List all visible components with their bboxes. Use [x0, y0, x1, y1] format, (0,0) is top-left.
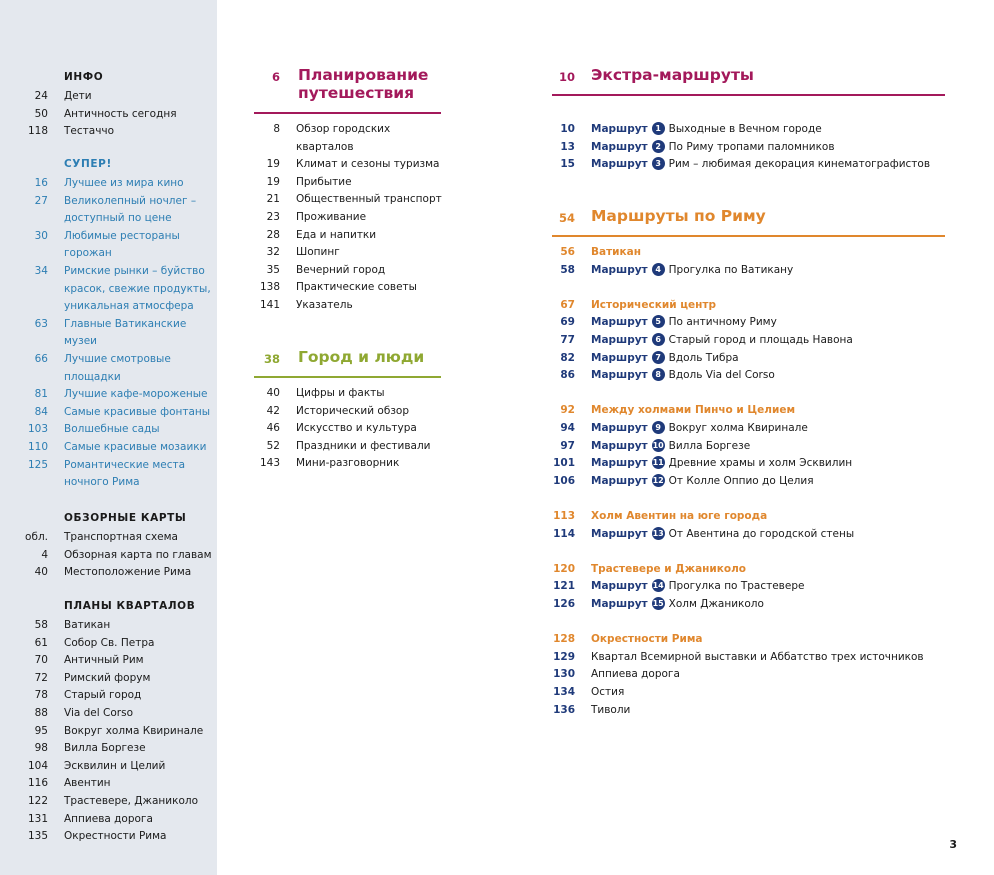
entry-page-number: 34 [34, 265, 48, 277]
sidebar-entry[interactable] [0, 421, 160, 439]
toc-entry[interactable] [238, 297, 353, 315]
entry-page-number: 77 [560, 334, 575, 346]
sidebar-entry[interactable] [0, 670, 150, 688]
entry-page-number: 69 [560, 316, 575, 329]
entry-title: Вокруг холма Квиринале [64, 724, 204, 737]
route-number-badge: 6 [652, 333, 665, 346]
route-entry[interactable] [548, 455, 852, 473]
toc-entry[interactable] [238, 227, 376, 245]
entry-page-number: 131 [27, 812, 48, 825]
entry-title: Проживание [296, 211, 367, 223]
route-number-badge: 5 [652, 315, 665, 328]
entry-title: красок, свежие продукты, [64, 282, 211, 295]
route-label: Маршрут [591, 351, 648, 364]
route-label: Маршрут [591, 422, 648, 434]
entry-title: Исторический обзор [296, 404, 409, 417]
sidebar-entry[interactable] [0, 263, 205, 281]
sidebar-entry[interactable] [0, 333, 97, 351]
route-number-badge: 15 [652, 599, 664, 608]
route-entry[interactable] [548, 332, 853, 350]
sidebar-entry[interactable] [0, 617, 110, 635]
sidebar-entry[interactable] [0, 635, 154, 653]
sidebar-heading: СУПЕР! [64, 158, 112, 170]
entry-title: Вечерний город [296, 263, 386, 276]
entry-title: ночного Рима [64, 476, 140, 489]
entry-title: Мини-разговорник [296, 457, 400, 470]
sidebar-entry[interactable] [0, 705, 133, 723]
entry-page-number: 136 [553, 703, 575, 716]
route-entry[interactable] [548, 666, 680, 684]
toc-entry[interactable] [238, 244, 340, 262]
entry-title: Прибытие [296, 175, 352, 188]
entry-page-number: 32 [266, 246, 280, 259]
section-title-line: Город и люди [298, 348, 425, 366]
section-page-number: 6 [271, 70, 280, 84]
group-page-number: 113 [553, 510, 575, 522]
entry-page-number: 66 [34, 353, 48, 365]
entry-title: уникальная атмосфера [64, 300, 194, 313]
group-page-number: 120 [553, 562, 575, 575]
route-number-badge: 13 [652, 528, 664, 538]
section-city-title [238, 348, 424, 366]
sidebar-entry[interactable] [0, 740, 146, 758]
sidebar-entry[interactable] [0, 123, 114, 141]
route-number-badge: 2 [652, 140, 665, 153]
entry-page-number: 134 [553, 686, 575, 698]
entry-title: Самые красивые мозаики [64, 441, 207, 453]
route-group-row [548, 561, 746, 579]
route-label: Маршрут [591, 527, 648, 540]
section-title-text [591, 207, 766, 225]
entry-title: По Риму тропами паломников [668, 140, 835, 153]
section-page-number: 54 [558, 211, 575, 225]
entry-title: Транспортная схема [64, 531, 178, 543]
route-entry[interactable] [548, 702, 630, 720]
toc-entry[interactable] [238, 403, 409, 421]
page-number: 3 [949, 838, 957, 851]
entry-title: Вилла Боргезе [64, 742, 146, 755]
sidebar-entry[interactable] [0, 529, 178, 547]
toc-entry[interactable] [238, 438, 431, 456]
sidebar-entry[interactable] [0, 245, 112, 263]
entry-page-number: 116 [27, 777, 48, 790]
sidebar-heading: ПЛАНЫ КВАРТАЛОВ [64, 600, 196, 612]
route-label: Маршрут [591, 316, 648, 329]
sidebar-entry[interactable] [0, 811, 153, 829]
entry-page-number: 138 [259, 281, 280, 294]
entry-page-number: 40 [34, 566, 48, 579]
sidebar-entry[interactable] [0, 281, 211, 299]
entry-title: Авентин [64, 777, 111, 790]
entry-title: Via del Corso [64, 707, 133, 719]
entry-title: Прогулка по Ватикану [668, 263, 794, 276]
toc-entry[interactable] [238, 262, 385, 280]
entry-title: Прогулка по Трастевере [668, 580, 805, 593]
sidebar-entry[interactable] [0, 687, 141, 705]
entry-title: Вилла Боргезе [668, 439, 751, 452]
route-group-row [548, 508, 767, 526]
sidebar-entry[interactable] [0, 758, 165, 776]
sidebar-entry[interactable] [0, 723, 203, 741]
entry-page-number: 13 [560, 140, 575, 153]
route-label: Маршрут [591, 580, 648, 593]
entry-page-number: 63 [34, 317, 48, 330]
entry-page-number: 121 [553, 580, 575, 593]
route-label: Маршрут [591, 158, 648, 171]
entry-page-number: 15 [560, 158, 575, 171]
sidebar-heading: ОБЗОРНЫЕ КАРТЫ [64, 512, 187, 524]
entry-title: Тиволи [591, 703, 631, 716]
entry-page-number: 24 [34, 90, 48, 102]
entry-page-number: 10 [560, 123, 575, 135]
entry-title: Волшебные сады [64, 423, 160, 436]
group-page-number: 67 [560, 298, 575, 311]
entry-title: Окрестности Рима [64, 830, 167, 843]
entry-title: Любимые рестораны [64, 229, 180, 242]
entry-page-number: 23 [266, 211, 280, 223]
entry-title: Дети [64, 90, 92, 102]
group-page-number: 92 [560, 404, 575, 417]
entry-title: Лучшее из мира кино [64, 177, 184, 189]
route-number-badge: 4 [652, 263, 665, 276]
entry-title: Аппиева дорога [591, 668, 680, 681]
entry-page-number: 114 [553, 527, 575, 540]
entry-title: Праздники и фестивали [296, 439, 431, 452]
entry-page-number: обл. [25, 531, 48, 543]
entry-page-number: 103 [27, 423, 48, 436]
route-entry[interactable] [548, 526, 854, 544]
entry-page-number: 58 [560, 263, 575, 276]
section-divider [254, 376, 441, 378]
entry-page-number: 94 [560, 422, 575, 434]
entry-title: Выходные в Вечном городе [668, 123, 822, 135]
entry-title: Климат и сезоны туризма [296, 158, 440, 171]
route-number-badge: 8 [652, 368, 665, 381]
entry-title: Тестаччо [64, 125, 115, 138]
route-number-badge: 11 [652, 458, 664, 468]
sidebar-entry[interactable] [0, 228, 180, 246]
route-group-row [548, 402, 795, 420]
entry-title: Местоположение Рима [64, 566, 192, 579]
entry-title: Общественный транспорт [296, 193, 442, 206]
toc-entry[interactable] [238, 209, 366, 227]
entry-title: Эсквилин и Целий [64, 759, 166, 772]
toc-entry[interactable] [238, 139, 354, 157]
route-label: Маршрут [591, 123, 648, 135]
toc-entry[interactable] [238, 156, 439, 174]
entry-title: площадки [64, 370, 121, 383]
group-title: Между холмами Пинчо и Целием [591, 404, 796, 417]
route-label: Маршрут [591, 369, 648, 382]
entry-title: Вокруг холма Квиринале [668, 422, 808, 434]
entry-title: Лучшие смотровые [64, 353, 171, 365]
entry-title: Ватикан [64, 619, 111, 631]
entry-page-number: 82 [560, 351, 575, 364]
sidebar-entry[interactable] [0, 564, 191, 582]
route-entry[interactable] [548, 438, 750, 456]
group-page-number: 56 [560, 246, 575, 258]
entry-page-number: 42 [266, 404, 280, 417]
route-number-badge: 10 [652, 440, 664, 450]
section-title-text [591, 66, 754, 84]
entry-page-number: 58 [34, 619, 48, 631]
route-entry[interactable] [548, 350, 739, 368]
route-entry[interactable] [548, 156, 930, 174]
toc-entry[interactable] [238, 191, 442, 209]
route-entry[interactable] [548, 684, 624, 702]
entry-page-number: 72 [34, 671, 48, 684]
group-title: Ватикан [591, 246, 641, 258]
sidebar-heading: ИНФО [64, 71, 104, 83]
entry-page-number: 21 [266, 193, 280, 206]
toc-entry[interactable] [238, 121, 390, 139]
route-entry[interactable] [548, 596, 764, 614]
route-entry[interactable] [548, 649, 924, 667]
route-entry[interactable] [548, 367, 775, 385]
entry-page-number: 88 [34, 707, 48, 719]
section-divider [254, 112, 441, 114]
section-title-line: Экстра-маршруты [591, 66, 754, 84]
entry-title: кварталов [296, 140, 354, 153]
sidebar-entry[interactable] [0, 547, 212, 565]
entry-page-number: 28 [266, 228, 280, 241]
entry-title: Вдоль Тибра [668, 351, 739, 364]
entry-title: Лучшие кафе-мороженые [64, 388, 208, 401]
sidebar-entry[interactable] [0, 457, 185, 475]
toc-entry[interactable] [238, 385, 385, 403]
route-group-row [548, 244, 641, 262]
section-title-line: Планирование [298, 66, 429, 84]
group-title: Исторический центр [591, 298, 716, 311]
route-entry[interactable] [548, 314, 777, 332]
entry-title: Шопинг [296, 246, 340, 259]
entry-page-number: 19 [266, 175, 280, 188]
route-number-badge: 9 [652, 421, 665, 434]
entry-title: От Колле Оппио до Целия [668, 474, 814, 487]
route-group-row [548, 631, 703, 649]
sidebar-entry[interactable] [0, 351, 171, 369]
entry-page-number: 130 [553, 668, 575, 681]
entry-page-number: 50 [34, 107, 48, 120]
route-number-badge: 7 [652, 351, 665, 364]
entry-title: Старый город и площадь Навона [668, 334, 853, 346]
entry-page-number: 81 [34, 388, 48, 401]
entry-page-number: 110 [27, 441, 48, 453]
entry-title: От Авентина до городской стены [668, 527, 855, 540]
entry-page-number: 129 [553, 650, 575, 663]
entry-page-number: 35 [266, 263, 280, 276]
entry-title: Трастевере, Джаниколо [64, 795, 198, 807]
entry-page-number: 78 [34, 689, 48, 702]
route-number-badge: 1 [652, 122, 665, 135]
route-entry[interactable] [548, 262, 793, 280]
section-extra-title [548, 66, 754, 84]
route-entry[interactable] [548, 420, 808, 438]
entry-page-number: 84 [34, 405, 48, 418]
sidebar-entry[interactable] [0, 88, 92, 106]
group-page-number: 128 [553, 633, 575, 646]
sidebar-entry[interactable] [0, 369, 121, 387]
entry-page-number: 70 [34, 654, 48, 667]
route-number-badge: 3 [652, 157, 665, 170]
sidebar-entry[interactable] [0, 474, 140, 492]
entry-title: Холм Джаниколо [668, 598, 764, 610]
route-label: Маршрут [591, 439, 648, 452]
entry-page-number: 104 [27, 759, 48, 772]
section-divider [552, 235, 945, 237]
entry-page-number: 101 [553, 457, 575, 470]
entry-title: Старый город [64, 689, 142, 702]
sidebar-entry[interactable] [0, 175, 184, 193]
group-title: Холм Авентин на юге города [591, 510, 768, 522]
entry-page-number: 19 [266, 158, 280, 171]
route-number-badge: 14 [652, 581, 664, 591]
entry-title: Самые красивые фонтаны [64, 405, 211, 418]
entry-title: Великолепный ночлег – [64, 194, 197, 207]
entry-page-number: 95 [34, 724, 48, 737]
entry-page-number: 46 [266, 422, 280, 435]
entry-title: Римский форум [64, 671, 151, 684]
entry-page-number: 52 [266, 439, 280, 452]
entry-title: Указатель [296, 299, 353, 311]
entry-page-number: 86 [560, 369, 575, 382]
entry-page-number: 30 [34, 229, 48, 242]
entry-page-number: 16 [34, 177, 48, 189]
sidebar-entry[interactable] [0, 193, 196, 211]
entry-title: Обзорная карта по главам [64, 548, 212, 561]
entry-title: Аппиева дорога [64, 812, 153, 825]
route-group-row [548, 297, 716, 315]
entry-page-number: 135 [27, 830, 48, 843]
route-number-badge: 12 [652, 475, 664, 485]
sidebar-entry[interactable] [0, 828, 166, 846]
sidebar-entry[interactable] [0, 298, 194, 316]
entry-title: По античному Риму [668, 316, 777, 329]
entry-page-number: 4 [41, 548, 48, 561]
entry-title: Искусство и культура [296, 422, 417, 435]
section-divider [552, 94, 945, 96]
sidebar-entry[interactable] [0, 652, 144, 670]
entry-page-number: 106 [553, 474, 575, 487]
entry-title: Главные Ватиканские [64, 317, 187, 330]
entry-title: Романтические места [64, 458, 186, 471]
entry-title: Еда и напитки [296, 228, 377, 241]
section-routes-title [548, 207, 766, 225]
route-entry[interactable] [548, 139, 835, 157]
section-title-line: путешествия [298, 84, 415, 102]
section-title-line: Маршруты по Риму [591, 207, 766, 225]
entry-page-number: 98 [34, 742, 48, 755]
entry-page-number: 61 [34, 636, 48, 649]
entry-title: Античность сегодня [64, 107, 177, 120]
section-title-text [298, 66, 428, 102]
route-label: Маршрут [591, 474, 648, 487]
entry-title: горожан [64, 247, 112, 260]
section-page-number: 38 [263, 352, 280, 366]
entry-page-number: 143 [259, 457, 280, 470]
entry-title: Остия [591, 686, 625, 698]
toc-entry[interactable] [238, 174, 352, 192]
entry-title: Древние храмы и холм Эсквилин [668, 457, 853, 470]
entry-page-number: 97 [560, 439, 575, 452]
section-page-number: 10 [558, 70, 575, 84]
entry-page-number: 40 [266, 387, 280, 399]
entry-title: Рим – любимая декорация кинематографистов [668, 158, 931, 171]
section-planning-title [238, 66, 428, 102]
sidebar-entry[interactable] [0, 793, 198, 811]
sidebar-entry[interactable] [0, 775, 111, 793]
group-title: Трастевере и Джаниколо [591, 562, 747, 575]
entry-page-number: 118 [27, 125, 48, 138]
entry-title: Цифры и факты [296, 387, 385, 399]
sidebar-entry[interactable] [0, 439, 206, 457]
section-title-text [298, 348, 424, 366]
entry-title: музеи [64, 335, 98, 348]
entry-title: Квартал Всемирной выставки и Аббатство трех источников [591, 650, 924, 663]
toc-entry[interactable] [238, 420, 417, 438]
entry-page-number: 125 [27, 458, 48, 471]
route-label: Маршрут [591, 263, 648, 276]
entry-title: Античный Рим [64, 654, 144, 667]
entry-page-number: 126 [553, 598, 575, 610]
entry-page-number: 27 [34, 194, 48, 207]
entry-title: Римские рынки – буйство [64, 265, 205, 277]
route-label: Маршрут [591, 457, 648, 470]
route-label: Маршрут [591, 334, 648, 346]
route-label: Маршрут [591, 140, 648, 153]
entry-page-number: 122 [27, 795, 48, 807]
route-entry[interactable] [548, 578, 804, 596]
sidebar-entry[interactable] [0, 404, 210, 422]
entry-page-number: 141 [259, 299, 280, 311]
entry-title: Обзор городских [296, 123, 391, 135]
entry-title: доступный по цене [64, 212, 172, 225]
group-title: Окрестности Рима [591, 633, 703, 646]
entry-title: Вдоль Via del Corso [668, 369, 775, 382]
route-entry[interactable] [548, 121, 822, 139]
entry-title: Практические советы [296, 281, 417, 294]
sidebar-entry[interactable] [0, 210, 172, 228]
entry-title: Собор Св. Петра [64, 636, 155, 649]
toc-entry[interactable] [238, 279, 417, 297]
toc-entry[interactable] [238, 455, 399, 473]
sidebar-entry[interactable] [0, 316, 186, 334]
entry-page-number: 8 [273, 123, 280, 135]
sidebar-entry[interactable] [0, 386, 208, 404]
route-label: Маршрут [591, 598, 648, 610]
sidebar-entry[interactable] [0, 106, 177, 124]
route-entry[interactable] [548, 473, 814, 491]
